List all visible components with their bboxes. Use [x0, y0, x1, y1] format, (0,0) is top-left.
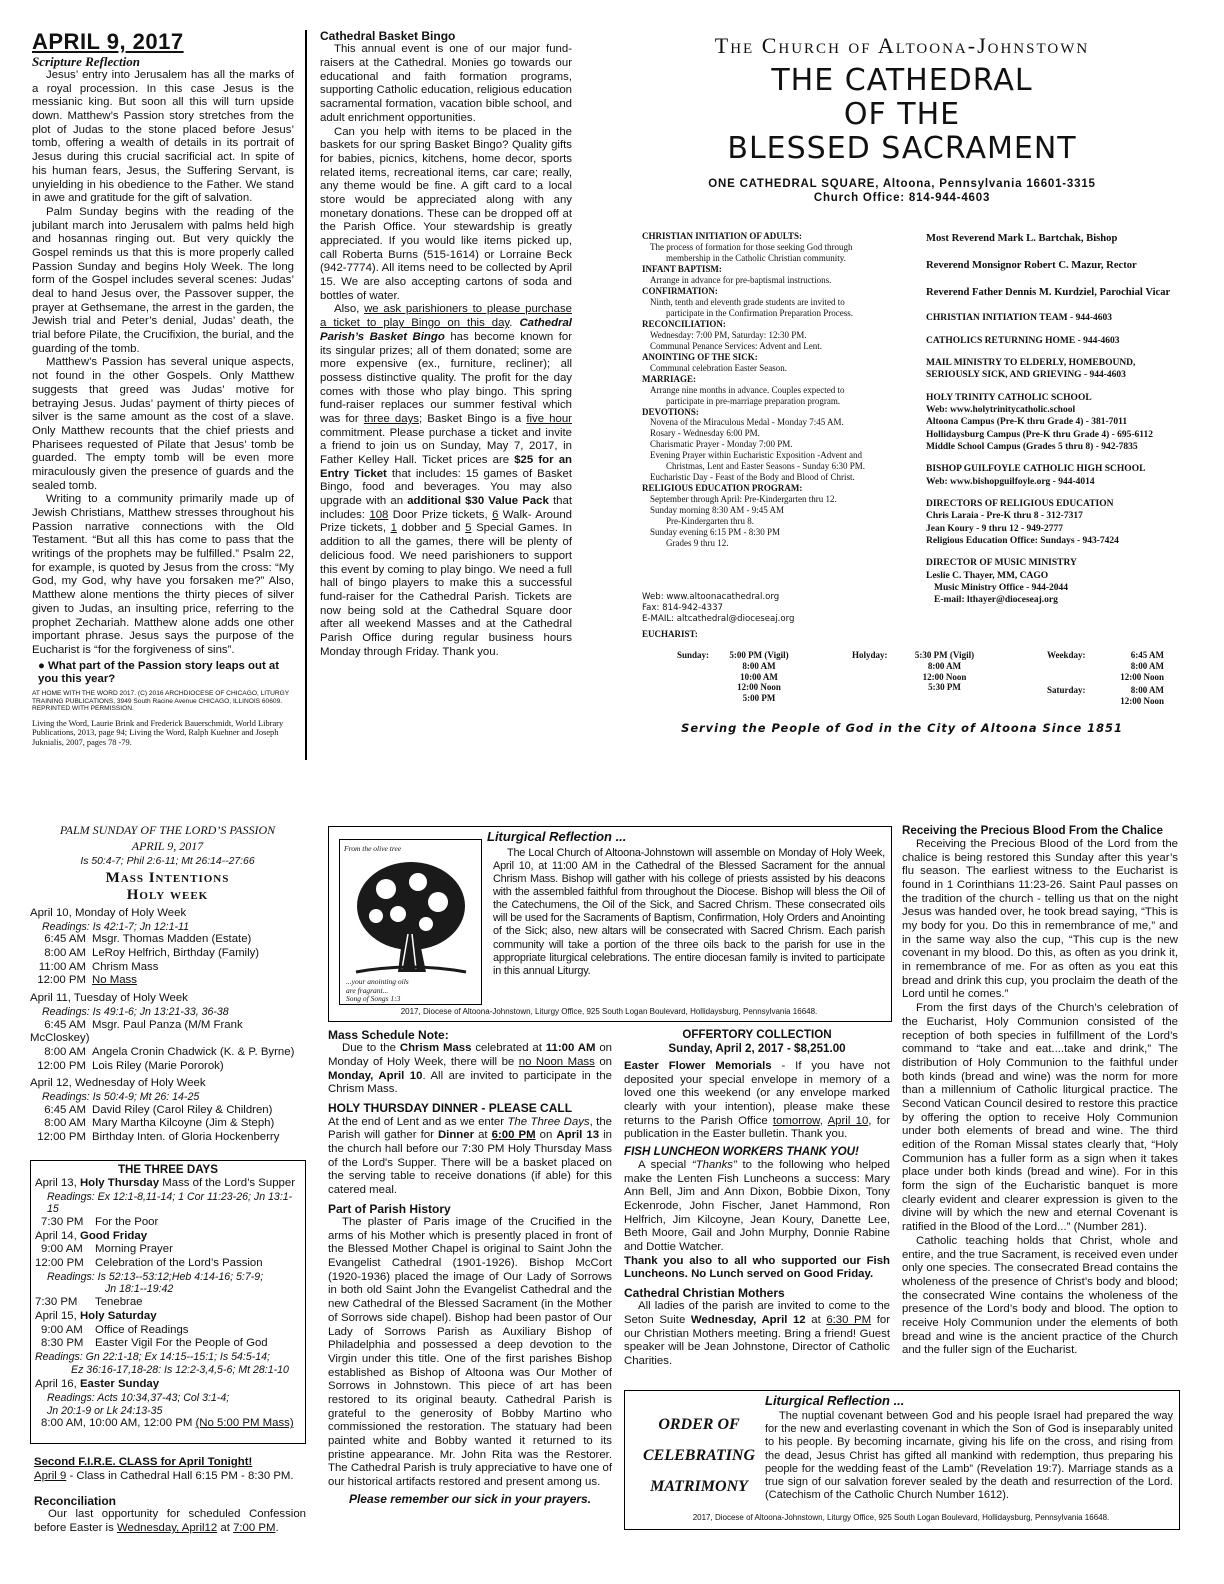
- bingo-title: Cathedral Basket Bingo: [320, 29, 456, 43]
- holy-thursday-readings: Readings: Ex 12:1-8,11-14; 1 Cor 11:23-26; Jn 13:1-15: [47, 1190, 293, 1216]
- easter-sunday-readings-2: Jn 20:1-9 or Lk 24:13-35: [47, 1404, 163, 1417]
- church-office-phone: Church Office: 814-944-4603: [813, 191, 991, 204]
- luncheon-text: A special “Thanks” to the following who helped make the Lenten Fish Luncheons a success: Mary Ann Bell, Jim and Ann Dixon, Bobbie Dixon, Tony Eckenrode, John Fischer, Janet Hammond, Ron Helfrich, Jim Kilcoyne, Jean Koury, Danette Lee, Beth Moore, Gail and John Murphy, Donnie Rabine and Dottie Watcher.: [624, 1158, 890, 1253]
- mass-time: 6:45 AM: [1130, 650, 1164, 660]
- mass-time: 5:00 PM (Vigil): [729, 650, 789, 660]
- holy-saturday-line: April 15, Holy Saturday: [35, 1309, 157, 1322]
- sick-prayers: Please remember our sick in your prayers.: [348, 1491, 592, 1506]
- staff-line: BISHOP GUILFOYLE CATHOLIC HIGH SCHOOL: [926, 464, 1146, 475]
- directory-line: membership in the Catholic Christian community.: [666, 252, 846, 263]
- directory-heading: CONFIRMATION:: [642, 285, 718, 296]
- fire-class-title: Second F.I.R.E. CLASS for April Tonight!: [34, 1456, 253, 1468]
- mass-time: 12:00 Noon: [737, 682, 781, 693]
- liturgical-reflection-matrimony: [624, 1390, 1180, 1530]
- lit1-footer: 2017, Diocese of Altoona-Johnstown, Liturgy Office, 925 South Logan Boulevard, Hollidaysburg, Pennsylvania 16648.: [400, 1007, 818, 1016]
- staff-line: HOLY TRINITY CATHOLIC SCHOOL: [926, 392, 1092, 403]
- blood-title: Receiving the Precious Blood From the Chalice: [902, 824, 1163, 837]
- scripture-reflection: [32, 30, 294, 810]
- intention-day: April 11, Tuesday of Holy Week: [30, 992, 188, 1005]
- directory-line: Charismatic Prayer - Monday 7:00 PM.: [650, 439, 793, 450]
- holyday-times: [897, 650, 992, 693]
- schedule-note-title: Mass Schedule Note:: [328, 1028, 449, 1042]
- cathedral-line-2: OF THE: [843, 97, 961, 132]
- reconciliation-title: Reconciliation: [34, 1494, 117, 1508]
- intention-readings: Readings: Is 49:1-6; Jn 13:21-33, 36-38: [42, 1005, 229, 1018]
- reflection-question: ● What part of the Passion story leaps out at you this year?: [38, 659, 280, 686]
- staff-line: Jean Koury - 9 thru 12 - 949-2777: [926, 523, 1063, 534]
- lit1-text: The Local Church of Altoona-Johnstown will assemble on Monday of Holy Week, April 10, at 11:00 AM in the Cathedral of the Blessed Sacrament for the annual Chrism Mass. Bishop will gather with his college of priests assisted by his deacons with the assembled faithful from throughout the Diocese. Bishop will bless the Oil of the Catechumens, the Oil of the Sick, and Sacred Chrism. These consecrated oils will be used for the Sacraments of Baptism, Confirmation, Holy Orders and Anointing of the Sick; also, new altars will be consecrated with Sacred Chrism. Each parish community will take a portion of the three oils back to the parish for use in the appropriate liturgical celebrations. The entire diocesan family is invited to participate in this annual Liturgy.: [493, 847, 885, 977]
- lit1-title: Liturgical Reflection ...: [487, 829, 627, 844]
- bingo-para: This annual event is one of our major fund-raisers at the Cathedral. Monies go towards our educational and faith formation programs, supporting Catholic education, religious education sacramental formation, vacation bible school, and adult enrichment opportunities.: [320, 43, 572, 124]
- scripture-para: Palm Sunday begins with the reading of the jubilant march into Jerusalem with palms held high and hosannas ringing out. But very quickly the Gospel reminds us that this is more properly called Passion Sunday and begins Holy Week. The long form of the Gospel includes several scenes: Judas’ deal to hand Jesus over, the Passover supper, the prayer at Gethsemane, the arrest in the garden, the Jewish trial and Peter’s denial, Judas’ death, the trial before Pilate, the Crucifixion, the burial, and the guarding of the tomb.: [32, 205, 294, 355]
- directory-line: Novena of the Miraculous Medal - Monday 7:45 AM.: [650, 417, 844, 428]
- good-friday-line: April 14, Good Friday: [35, 1229, 148, 1242]
- good-friday-prayer: 9:00 AM Morning Prayer: [41, 1243, 173, 1256]
- staff-line: Religious Education Office: Sundays - 943-7424: [926, 536, 1119, 547]
- directory-line: Evening Prayer within Eucharistic Exposition -Advent and: [650, 450, 862, 461]
- scripture-para: Matthew’s Passion has several unique aspects, not found in the other Gospels. Only Matthew suggests that greed was Judas’ motive for betraying Jesus. Judas’ payment of thirty pieces of silver is the same amount as the cost of a slave. Only Matthew recounts that the chief priests and Pharisees requested of Pilate that Jesus’ tomb be guarded. The empty tomb will be even more miraculously given the presence of guards and the sealed tomb.: [32, 356, 294, 492]
- staff-line: Chris Laraia - Pre-K thru 8 - 312-7317: [926, 511, 1083, 522]
- mass-time: 5:30 PM: [928, 682, 961, 693]
- intention-row: 12:00 PM No Mass: [37, 974, 137, 987]
- staff-line: Music Ministry Office - 944-2044: [934, 583, 1069, 594]
- easter-vigil-readings-2: Ez 36:16-17,18-28: Is 12:2-3,4,5-6; Mt 28:1-10: [71, 1363, 289, 1376]
- olive-tree-image: [339, 839, 482, 1005]
- schedule-note-text: Due to the Chrism Mass celebrated at 11:00 AM on Monday of Holy Week, there will be no Noon Mass on Monday, April 10. All are invited to participate in the Chrism Mass.: [328, 1042, 612, 1096]
- mass-time: 8:00 AM: [742, 660, 776, 671]
- directory-heading: INFANT BAPTISM:: [642, 263, 722, 274]
- staff-directory: [926, 232, 1186, 632]
- three-days-box: [30, 1160, 306, 1444]
- weekday-times: [1094, 650, 1164, 682]
- staff-line: DIRECTORS OF RELIGIOUS EDUCATION: [926, 499, 1114, 510]
- directory-heading: RECONCILIATION:: [642, 318, 726, 329]
- easter-vigil: 8:30 PM Easter Vigil For the People of God: [41, 1337, 268, 1350]
- intentions-heading: Mass Intentions: [105, 870, 230, 886]
- easter-sunday-masses: 8:00 AM, 10:00 AM, 12:00 PM (No 5:00 PM Mass): [41, 1417, 294, 1430]
- holy-thursday-line: April 13, Holy Thursday Mass of the Lord’s Supper: [35, 1176, 295, 1189]
- mothers-text: All ladies of the parish are invited to come to the Seton Suite Wednesday, April 12 at 6:30 PM for our Christian Mothers meeting. Bring a friend! Guest speaker will be Jean Johnstone, Director of Catholic Charities.: [624, 1300, 890, 1368]
- mass-time: 5:30 PM (Vigil): [914, 650, 975, 660]
- lit2-text: The nuptial covenant between God and his people Israel had prepared the way for the new and everlasting covenant in which the Son of God is inseparably united to his people. By becoming incarnate, giving his life on the cross, and rising from the dead, Jesus Christ has gifted all mankind with redemption, thus preparing his people for the wedding feast of the Lamb” (Revelation 19:7). Marriage stands as a true sign of our salvation forever sealed by the death and resurrection of the Lord. (Catechism of the Catholic Church Number 1612).: [765, 1410, 1173, 1502]
- mass-time: 5:00 PM: [742, 693, 776, 704]
- staff-line: Reverend Monsignor Robert C. Mazur, Rector: [926, 259, 1137, 271]
- staff-line: Hollidaysburg Campus (Pre-K thru Grade 4) - 695-6112: [926, 429, 1154, 440]
- church-name: The Church of Altoona-Johnstown: [714, 33, 1090, 58]
- sunday-label: Sunday:: [677, 650, 710, 660]
- web-address: Web: www.altoonacathedral.org: [642, 592, 780, 602]
- directory-line: Arrange in advance for pre-baptismal instructions.: [650, 274, 832, 285]
- saturday-label: Saturday:: [1047, 685, 1086, 695]
- intention-row: 11:00 AM Chrism Mass: [38, 960, 159, 973]
- good-friday-tenebrae: 7:30 PM Tenebrae: [35, 1296, 143, 1309]
- blood-para: Receiving the Precious Blood of the Lord from the chalice is being restored this Sunday after this year’s flu season. The earliest witness to the Eucharist is found in 1 Corinthians 11:23-26. Saint Paul passes on the tradition of the church - telling us that on the night Jesus was handed over, he took bread saying, “This is my body for you. Do this in remembrance of me,” and in the same way also the cup, “This cup is the new covenant in my blood. Do this, as often as you drink it, in remembrance of me. For as often as you eat this bread and drink this cup, you proclaim the death of the Lord until he comes.”: [902, 837, 1178, 1001]
- intention-row: 12:00 PM Lois Riley (Marie Pororok): [37, 1059, 224, 1072]
- good-friday-readings-2: Jn 18:1--19:42: [105, 1283, 174, 1296]
- holy-week-heading: Holy week: [126, 887, 209, 903]
- liturgical-reflection-chrism: [328, 826, 892, 1022]
- directory-heading: ANOINTING OF THE SICK:: [642, 351, 758, 362]
- eucharist-heading: EUCHARIST:: [642, 628, 698, 639]
- staff-line: CHRISTIAN INITIATION TEAM - 944-4603: [926, 313, 1112, 324]
- dinner-text: At the end of Lent and as we enter The Three Days, the Parish will gather for Dinner at 6:00 PM on April 13 in the church hall before our 7:30 PM Holy Thursday Mass of the Lord's Supper. There will be a basket placed on the serving table to receive donations (if able) for this catered meal.: [328, 1115, 612, 1196]
- three-days-title: THE THREE DAYS: [117, 1163, 219, 1176]
- mass-time: 10:00 AM: [740, 671, 778, 682]
- intention-row: 8:00 AM Mary Martha Kilcoyne (Jim & Steph): [44, 1117, 275, 1130]
- luncheon-thanks: Thank you also to all who supported our Fish Luncheons. No Lunch served on Good Friday.: [624, 1254, 890, 1281]
- mass-time: 8:00 AM: [927, 660, 962, 671]
- staff-line: SERIOUSLY SICK, AND GRIEVING - 944-4603: [926, 370, 1126, 381]
- sunday-times: [714, 650, 804, 704]
- staff-line: DIRECTOR OF MUSIC MINISTRY: [926, 558, 1077, 569]
- intention-row: 6:45 AM David Riley (Carol Riley & Children): [44, 1103, 273, 1116]
- matrimony-side-title: ORDER OF CELEBRATING MATRIMONY: [642, 1416, 756, 1495]
- intention-day: April 10, Monday of Holy Week: [30, 907, 187, 919]
- directory-heading: MARRIAGE:: [642, 373, 696, 384]
- intention-row: 8:00 AM Angela Cronin Chadwick (K. & P. Byrne): [44, 1045, 295, 1058]
- fire-class-detail: April 9 - Class in Cathedral Hall 6:15 PM - 8:30 PM.: [34, 1469, 294, 1482]
- good-friday-readings: Readings: Is 52:13--53:12;Heb 4:14-16; 5:7-9;: [47, 1270, 264, 1283]
- staff-line: Web: www.bishopguilfoyle.org - 944-4014: [926, 476, 1095, 487]
- sources-note: Living the Word, Laurie Brink and Frederick Bauerschmidt, World Library Publications, 2013, page 94; Living the Word, Ralph Kuehner and Joseph Juknialis, 2007, pages 78 -79.: [32, 718, 284, 747]
- staff-line: Middle School Campus (Grades 5 thru 8) - 942-7835: [926, 442, 1138, 453]
- intention-row: 8:00 AM LeRoy Helfrich, Birthday (Family): [44, 947, 260, 960]
- staff-line: Leslie C. Thayer, MM, CAGO: [926, 570, 1049, 581]
- lit2-footer: 2017, Diocese of Altoona-Johnstown, Liturgy Office, 925 South Logan Boulevard, Hollidaysburg, Pennsylvania 16648.: [692, 1513, 1110, 1522]
- history-title: Part of Parish History: [328, 1201, 451, 1216]
- reconciliation-note: [34, 1494, 306, 1542]
- holy-saturday-office: 9:00 AM Office of Readings: [41, 1323, 189, 1336]
- directory-line: Ninth, tenth and eleventh grade students are invited to: [650, 296, 845, 307]
- intention-row: 12:00 PM Birthday Inten. of Gloria Hockenberry: [37, 1131, 280, 1144]
- weekday-label: Weekday:: [1047, 650, 1086, 660]
- scripture-para: Writing to a community primarily made up of Jewish Christians, Matthew stresses throughout his Passion narrative connections with the Old Testament. “But all this has come to pass that the writings of the prophets may be fulfilled.” Psalm 22, for example, is quoted by Jesus from the cross: “My God, my God, why have you forsaken me?” Also, Matthew alone mentions the thirty pieces of silver given to Judas, an insulting price, referring to the prophet Zechariah. Matthew alone adds one other important phrase. Jesus says the purpose of the Eucharist is “for the forgiveness of sins”.: [32, 493, 294, 656]
- directory-line: Wednesday: 7:00 PM, Saturday: 12:30 PM.: [650, 329, 807, 340]
- directory-line: Eucharistic Day - Feast of the Body and Blood of Christ.: [650, 472, 855, 483]
- directory-line: Rosary - Wednesday 6:00 PM.: [650, 428, 760, 439]
- blood-para: From the first days of the Church’s celebration of the Eucharist, Holy Communion consisted of the reception of both species in fulfillment of the Lord’s command to “take and eat....take and drink,” The distribution of Holy Communion to the faithful under both kinds (bread and wine) was the norm for more than a millennium of Catholic liturgical practice. The Second Vatican Council desired to restore this practice by offering the option to receive Holy Communion under both elements of bread and wine. The third edition of the Roman Missal states clearly that, “Holy Communion has a fuller form as a sign when it takes place under both kinds (bread and wine). For in this form the sign of the Eucharistic banquet is more clearly evident and clearer expression is given to the divine will by which the new and eternal Covenant is ratified in the Blood of the Lord...” (Number 281).: [902, 1002, 1178, 1234]
- saturday-times: [1094, 685, 1164, 707]
- reconciliation-text: Our last opportunity for scheduled Confession before Easter is Wednesday, April12 at 7:00 PM.: [34, 1508, 306, 1535]
- palm-sunday-readings: Is 50:4-7; Phil 2:6-11; Mt 26:14--27:66: [80, 856, 255, 867]
- email-address: E-MAIL: altcathedral@dioceseaj.org: [642, 614, 795, 625]
- mass-time: 8:00 AM: [1130, 685, 1164, 695]
- basket-bingo-article: [320, 29, 572, 769]
- intention-day: April 12, Wednesday of Holy Week: [30, 1077, 206, 1090]
- fax-number: Fax: 814-942-4337: [642, 603, 724, 614]
- staff-line: Web: www.holytrinitycatholic.school: [926, 405, 1076, 416]
- holyday-label: Holyday:: [852, 650, 888, 660]
- flowers-text: Easter Flower Memorials - If you have not deposited your special envelope in memory of a loved one this weekend (or any envelope marked clearly with your intention), please make these returns to the Parish Office tomorrow, April 10, for publication in the Easter bulletin. Thank you.: [624, 1059, 890, 1141]
- scripture-subtitle: Scripture Reflection: [32, 54, 140, 69]
- easter-vigil-readings: Readings: Gn 22:1-18; Ex 14:15--15:1; Is 54:5-14;: [35, 1350, 270, 1363]
- church-address: ONE CATHEDRAL SQUARE, Altoona, Pennsylvania 16601-3315: [708, 178, 1096, 190]
- directory-line: Christmas, Lent and Easter Seasons - Sunday 6:30 PM.: [666, 461, 865, 472]
- staff-line: E-mail: lthayer@dioceseaj.org: [934, 595, 1058, 606]
- directory-line: Arrange nine months in advance. Couples expected to: [650, 384, 845, 395]
- directory-line: September through April: Pre-Kindergarten thru 12.: [650, 494, 837, 505]
- directory-line: Pre-Kindergarten thru 8.: [666, 516, 755, 527]
- mass-time: 8:00 AM: [1130, 660, 1164, 671]
- image-caption-bottom: ...your anointing oils are fragrant... Song of Songs 1:3: [346, 977, 409, 1004]
- mass-time: 12:00 Noon: [922, 671, 967, 682]
- easter-sunday-line: April 16, Easter Sunday: [35, 1378, 160, 1391]
- cathedral-line-3: BLESSED SACRAMENT: [727, 131, 1077, 166]
- middle-left-column: [328, 1028, 612, 1548]
- column-divider: [305, 30, 307, 760]
- web-contacts: [642, 592, 912, 652]
- intention-row: 6:45 AM Msgr. Thomas Madden (Estate): [44, 933, 252, 946]
- copyright-note: AT HOME WITH THE WORD 2017. (C) 2016 ARCHDIOCESE OF CHICAGO, LITURGY TRAINING PUBLICATIONS, 3949 South Racine Avenue CHICAGO, ILLINOIS 60609. REPRINTED WITH PERMISSION.: [32, 689, 290, 713]
- bingo-para: Can you help with items to be placed in the baskets for our spring Basket Bingo? Quality gifts for babies, picnics, kitchens, home decor, sports related items, recreational items, car care; really, any theme would be fine. A gift card to a local store would be appreciated along with any monetary donations. These can be dropped off at the Parish Office. Your stewardship is greatly appreciated. If you would like items picked up, call Roberta Burns (515-1614) or Lorraine Beck (942-7774). All items need to be collected by April 15. We are also accepting cartons of soda and bottles of water.: [320, 125, 572, 302]
- mass-time: 12:00 Noon: [1120, 671, 1164, 682]
- offertory-title: OFFERTORY COLLECTION: [682, 1028, 832, 1041]
- intention-row: 6:45 AM Msgr. Paul Panza (M/M Frank McCloskey): [30, 1018, 243, 1045]
- directory-heading: RELIGIOUS EDUCATION PROGRAM:: [642, 483, 803, 494]
- luncheon-title: FISH LUNCHEON WORKERS THANK YOU!: [624, 1144, 859, 1158]
- mass-time: 12:00 Noon: [1120, 695, 1164, 706]
- directory-heading: CHRISTIAN INITIATION OF ADULTS:: [642, 231, 802, 241]
- staff-line: Reverend Father Dennis M. Kurdziel, Parochial Vicar: [926, 286, 1171, 298]
- directory-line: The process of formation for those seeking God through: [650, 241, 853, 252]
- staff-line: CATHOLICS RETURNING HOME - 944-4603: [926, 335, 1120, 346]
- middle-right-column: [624, 1028, 890, 1384]
- masthead: [612, 32, 1192, 217]
- dinner-title: HOLY THURSDAY DINNER - PLEASE CALL: [328, 1101, 573, 1116]
- directory-line: participate in the Confirmation Preparation Process.: [666, 307, 853, 318]
- directory-line: Sunday morning 8:30 AM - 9:45 AM: [650, 505, 785, 516]
- image-caption-top: From the olive tree: [344, 844, 402, 853]
- scripture-para: Jesus’ entry into Jerusalem has all the marks of a royal procession. In this case Jesus is the messianic king. But soon all this will turn upside down. Matthew’s Passion story stretches from the plot of Judas to the stone placed before Jesus’ tomb, offering a wealth of details in its portrait of Jesus during this crucial sacrificial act. In spite of his human fears, Jesus, the Suffering Servant, is unyielding in his obedience to the Father. We stand in awe and gratitude for the gift of salvation.: [32, 69, 294, 205]
- directory-line: Grades 9 thru 12.: [666, 538, 729, 549]
- staff-line: Most Reverend Mark L. Bartchak, Bishop: [926, 233, 1118, 244]
- precious-blood-article: [902, 824, 1178, 1384]
- bulletin-date: APRIL 9, 2017: [32, 30, 184, 54]
- intention-readings: Readings: Is 50:4-9; Mt 26: 14-25: [42, 1090, 200, 1103]
- intention-readings: Readings: Is 42:1-7; Jn 12:1-11: [42, 920, 190, 933]
- directory-line: Communal Penance Services: Advent and Lent.: [650, 340, 822, 351]
- history-text: The plaster of Paris image of the Crucified in the arms of his Mother which is presently placed in front of the Blessed Mother Chapel is original to Saint John the Evangelist Cathedral (1901-1926). Bishop McCort (1920-1936) placed the image of Our Lady of Sorrows in both old Saint John the Evangelist Cathedral and the new Cathedral of the Blessed Sacrament (in the Mother of Sorrows side chapel). Bishop had been pastor of Our Lady of Sorrows Parish as Auxiliary Bishop of Philadelphia and possessed a deep devotion to the Virgin under this title. One of the first parishes Bishop established as Bishop of Altoona was Our Mother of Sorrows in Johnstown. This piece of art has been restored to its original beauty. Cathedral Parish is grateful to the generosity of Bobby Martino who commissioned the restoration. The statuary had been painted white and Bobby wanted it returned to its pristine appearance. Mr. John Rita was the Restorer. The Cathedral Parish is truly appreciative to have one of our historical artifacts restored and present among us.: [328, 1216, 612, 1489]
- mass-intentions: [30, 822, 305, 1160]
- directory-heading: DEVOTIONS:: [642, 406, 699, 417]
- palm-sunday-date: APRIL 9, 2017: [131, 839, 204, 853]
- lit2-title: Liturgical Reflection ...: [765, 1393, 905, 1408]
- good-friday-passion: 12:00 PM Celebration of the Lord’s Passion: [35, 1257, 263, 1270]
- easter-sunday-readings: Readings: Acts 10:34,37-43; Col 3:1-4;: [47, 1392, 230, 1404]
- holy-thursday-mass: 7:30 PM For the Poor: [41, 1216, 159, 1228]
- directory-line: Sunday evening 6:15 PM - 8:30 PM: [650, 527, 781, 538]
- offertory-amount: Sunday, April 2, 2017 - $8,251.00: [668, 1041, 846, 1055]
- bingo-para: Also, we ask parishioners to please purchase a ticket to play Bingo on this day. Cathedral Parish’s Basket Bingo has become known for its singular prizes; all of them donated; some are more expensive (ex., furniture, recliner); all possess distinctive quality. The profit for the day comes with those who play bingo. This spring fund-raiser replaces our summer festival which was for three days; Basket Bingo is a five hour commitment. Please purchase a ticket and invite a friend to join us on Sunday, May 7, 2017, in Father Kelley Hall. Ticket prices are $25 for an Entry Ticket that includes: 15 games of Basket Bingo, food and beverages. You may also upgrade with an additional $30 Value Pack that includes: 108 Door Prize tickets, 6 Walk- Around Prize tickets, 1 dobber and 5 Special Games. In addition to all the games, there will be plenty of delicious food. We need parishioners to support this event by coming to play bingo. We need a full hall of bingo players to make this a successful fund-raiser for the Cathedral Parish. Tickets are now being sold at the Cathedral Square door after all weekend Masses and at the Cathedral Parish Office during regular business hours Monday through Friday. Thank you.: [320, 303, 572, 658]
- blood-para: Catholic teaching holds that Christ, whole and entire, and the true Sacrament, is received even under only one species. The consecrated Bread contains the wholeness of the presence of Christ’s body and blood; the consecrated Wine contains the wholeness of the presence of the Lord’s body and blood. The option to receive Holy Communion under the elements of both bread and wine is the ancient practice of the Church and the fuller sign of the Eucharist.: [902, 1234, 1178, 1357]
- staff-line: MAIL MINISTRY TO ELDERLY, HOMEBOUND,: [926, 357, 1136, 368]
- staff-line: Altoona Campus (Pre-K thru Grade 4) - 381-7011: [926, 417, 1128, 428]
- sacraments-directory: [642, 231, 912, 581]
- olive-tree-icon: [346, 854, 476, 974]
- masthead-tagline: Serving the People of God in the City of Altoona Since 1851: [681, 722, 1123, 735]
- fire-class: [34, 1456, 306, 1490]
- palm-sunday-title: PALM SUNDAY OF THE LORD’S PASSION: [59, 823, 276, 837]
- directory-line: Communal celebration Easter Season.: [650, 362, 787, 373]
- cathedral-line-1: THE CATHEDRAL: [771, 63, 1033, 98]
- mothers-title: Cathedral Christian Mothers: [624, 1286, 785, 1301]
- eucharist-schedule: [642, 650, 1182, 712]
- directory-line: participate in pre-marriage preparation program.: [666, 395, 841, 406]
